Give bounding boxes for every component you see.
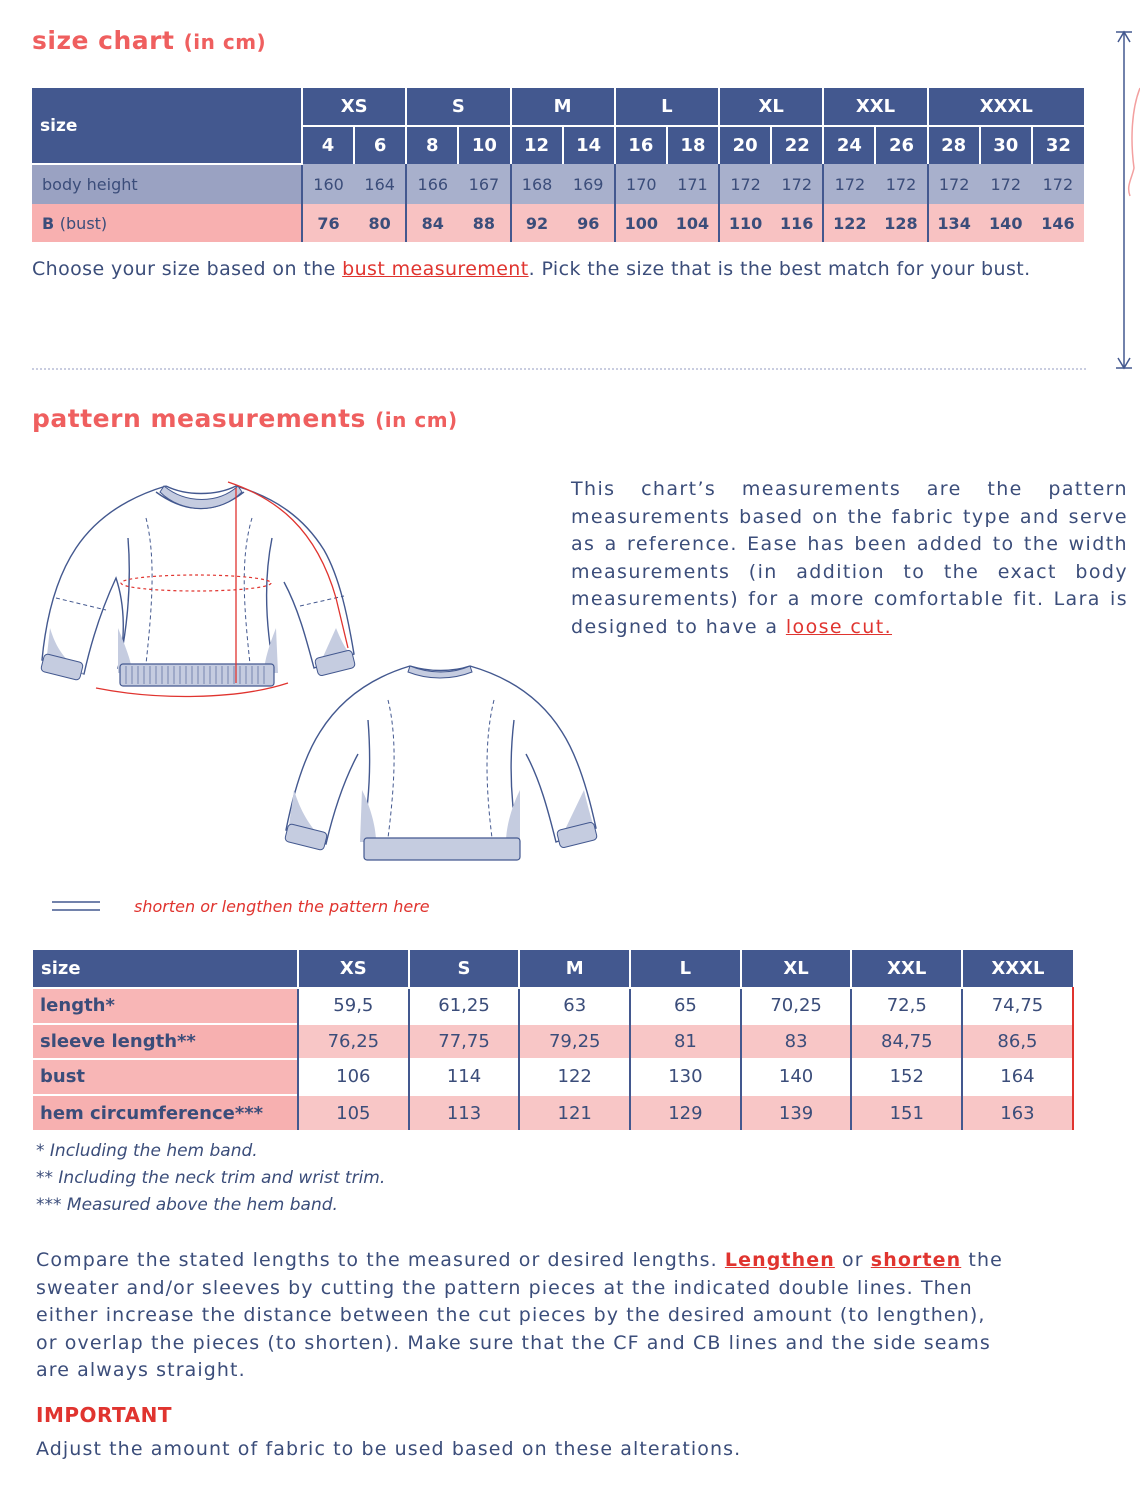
row-label: length* — [33, 988, 298, 1024]
adjust-paragraph — [36, 1247, 1006, 1385]
size-header: size — [32, 88, 302, 164]
table-cell: 105 — [298, 1095, 409, 1131]
pattern-title-unit: (in cm) — [375, 408, 458, 432]
body-height-cell: 172 — [823, 164, 875, 204]
pattern-size-col: XXL — [851, 950, 962, 988]
adjust-text-2: or — [834, 1249, 871, 1271]
body-height-row — [32, 164, 1084, 204]
lengthen-link[interactable]: Lengthen — [724, 1249, 835, 1271]
pattern-size-col: M — [519, 950, 630, 988]
body-height-cell: 164 — [354, 164, 406, 204]
sweater-back-illustration — [280, 660, 605, 870]
bust-cell: 76 — [302, 204, 354, 242]
table-cell: 151 — [851, 1095, 962, 1131]
numeric-size: 30 — [980, 126, 1032, 164]
bust-cell: 110 — [719, 204, 771, 242]
table-row — [33, 1095, 1073, 1131]
pattern-title-text: pattern measurements — [32, 404, 366, 433]
size-note-text: Choose your size based on the — [32, 258, 343, 280]
size-group-l: L — [615, 88, 719, 126]
table-cell: 59,5 — [298, 988, 409, 1024]
bust-cell: 140 — [980, 204, 1032, 242]
bust-cell: 92 — [511, 204, 563, 242]
numeric-size: 12 — [511, 126, 563, 164]
adjust-text-1: Compare the stated lengths to the measured or desired lengths. — [36, 1249, 725, 1271]
table-cell: 79,25 — [519, 1024, 630, 1060]
footnote-2: ** Including the neck trim and wrist trim. — [36, 1168, 386, 1188]
table-cell: 76,25 — [298, 1024, 409, 1060]
table-cell: 65 — [630, 988, 741, 1024]
table-cell: 152 — [851, 1059, 962, 1095]
pattern-size-col: L — [630, 950, 741, 988]
size-note — [32, 258, 1031, 280]
row-label: hem circumference*** — [33, 1095, 298, 1131]
numeric-size: 14 — [563, 126, 615, 164]
double-line-icon — [52, 899, 100, 913]
numeric-size: 26 — [875, 126, 927, 164]
footnote-1: * Including the hem band. — [36, 1141, 258, 1161]
table-cell: 61,25 — [409, 988, 520, 1024]
table-cell: 129 — [630, 1095, 741, 1131]
size-group-m: M — [511, 88, 615, 126]
table-cell: 163 — [962, 1095, 1073, 1131]
pattern-size-col: XXXL — [962, 950, 1073, 988]
size-group-s: S — [406, 88, 510, 126]
row-label: bust — [33, 1059, 298, 1095]
bust-cell: 104 — [667, 204, 719, 242]
body-height-cell: 166 — [406, 164, 458, 204]
table-cell: 140 — [741, 1059, 852, 1095]
numeric-size: 4 — [302, 126, 354, 164]
size-note-text-end: . Pick the size that is the best match for your bust. — [528, 258, 1031, 280]
bust-label-rest: (bust) — [59, 213, 108, 233]
shorten-link[interactable]: shorten — [870, 1249, 962, 1271]
table-cell: 72,5 — [851, 988, 962, 1024]
numeric-size: 32 — [1032, 126, 1084, 164]
body-height-cell: 172 — [719, 164, 771, 204]
size-chart-title — [32, 26, 266, 55]
pattern-title — [32, 404, 458, 433]
body-height-cell: 172 — [980, 164, 1032, 204]
table-cell: 106 — [298, 1059, 409, 1095]
body-height-cell: 172 — [1032, 164, 1084, 204]
table-row — [33, 988, 1073, 1024]
bust-measurement-link[interactable]: bust measurement — [342, 258, 529, 280]
section-divider — [32, 368, 1086, 370]
body-height-cell: 160 — [302, 164, 354, 204]
numeric-size: 8 — [406, 126, 458, 164]
pattern-description — [571, 476, 1128, 642]
bust-cell: 128 — [875, 204, 927, 242]
legend-text: shorten or lengthen the pattern here — [134, 897, 430, 916]
pattern-description-text: This chart’s measurements are the pattern measurements based on the fabric type and serve as a reference. Ease has been added to the width measurements (in addition to the exact body measurements) for a more comfortable fit. Lara is designed to have a — [571, 478, 1128, 638]
adjust-text-3: the sweater and/or sleeves by cutting the pattern pieces at the indicated double lines. Then either increase the distance between the cut pieces by the desired amount (to lengthen), or overlap the pieces (to shorten). Make sure that the CF and CB lines and the side seams are always straight. — [36, 1249, 1003, 1382]
body-height-cell: 172 — [875, 164, 927, 204]
table-row — [33, 1059, 1073, 1095]
numeric-size: 28 — [928, 126, 980, 164]
bust-cell: 116 — [771, 204, 823, 242]
bust-cell: 100 — [615, 204, 667, 242]
pattern-measurements-table — [33, 950, 1074, 1130]
pattern-size-header: size — [33, 950, 298, 988]
body-height-cell: 171 — [667, 164, 719, 204]
body-height-label: body height — [32, 164, 302, 204]
bust-row — [32, 204, 1084, 242]
table-cell: 84,75 — [851, 1024, 962, 1060]
table-cell: 130 — [630, 1059, 741, 1095]
table-cell: 63 — [519, 988, 630, 1024]
size-chart-unit: (in cm) — [183, 30, 267, 54]
table-cell: 81 — [630, 1024, 741, 1060]
body-height-cell: 167 — [458, 164, 510, 204]
table-cell: 77,75 — [409, 1024, 520, 1060]
size-group-xxxl: XXXL — [928, 88, 1084, 126]
footnote-3: *** Measured above the hem band. — [36, 1195, 338, 1215]
bust-cell: 84 — [406, 204, 458, 242]
body-height-cell: 168 — [511, 164, 563, 204]
important-text: Adjust the amount of fabric to be used based on these alterations. — [36, 1438, 742, 1460]
bust-label — [32, 204, 302, 242]
table-cell: 74,75 — [962, 988, 1073, 1024]
bust-cell: 80 — [354, 204, 406, 242]
size-group-xxl: XXL — [823, 88, 927, 126]
numeric-size: 16 — [615, 126, 667, 164]
size-group-xl: XL — [719, 88, 823, 126]
bust-cell: 88 — [458, 204, 510, 242]
important-heading: IMPORTANT — [36, 1403, 172, 1427]
table-row — [33, 1024, 1073, 1060]
bust-cell: 122 — [823, 204, 875, 242]
numeric-size: 10 — [458, 126, 510, 164]
pattern-size-col: XL — [741, 950, 852, 988]
loose-cut-link[interactable]: loose cut. — [785, 615, 893, 638]
numeric-size: 22 — [771, 126, 823, 164]
table-cell: 114 — [409, 1059, 520, 1095]
numeric-size: 20 — [719, 126, 771, 164]
numeric-size: 18 — [667, 126, 719, 164]
body-height-cell: 172 — [771, 164, 823, 204]
table-cell: 122 — [519, 1059, 630, 1095]
size-chart-table — [32, 88, 1084, 242]
size-group-xs: XS — [302, 88, 406, 126]
numeric-size: 24 — [823, 126, 875, 164]
table-cell: 70,25 — [741, 988, 852, 1024]
table-cell: 113 — [409, 1095, 520, 1131]
bust-cell: 96 — [563, 204, 615, 242]
table-cell: 139 — [741, 1095, 852, 1131]
body-height-cell: 170 — [615, 164, 667, 204]
height-arrow-icon — [1110, 28, 1140, 373]
pattern-size-col: S — [409, 950, 520, 988]
table-cell: 164 — [962, 1059, 1073, 1095]
bust-cell: 134 — [928, 204, 980, 242]
pattern-header-row — [33, 950, 1073, 988]
pattern-size-col: XS — [298, 950, 409, 988]
table-cell: 121 — [519, 1095, 630, 1131]
table-cell: 83 — [741, 1024, 852, 1060]
body-height-cell: 172 — [928, 164, 980, 204]
bust-cell: 146 — [1032, 204, 1084, 242]
bust-label-b: B — [42, 213, 55, 233]
size-chart-title-text: size chart — [32, 26, 175, 55]
table-cell: 86,5 — [962, 1024, 1073, 1060]
row-label: sleeve length** — [33, 1024, 298, 1060]
numeric-size: 6 — [354, 126, 406, 164]
size-group-row — [32, 88, 1084, 126]
body-height-cell: 169 — [563, 164, 615, 204]
